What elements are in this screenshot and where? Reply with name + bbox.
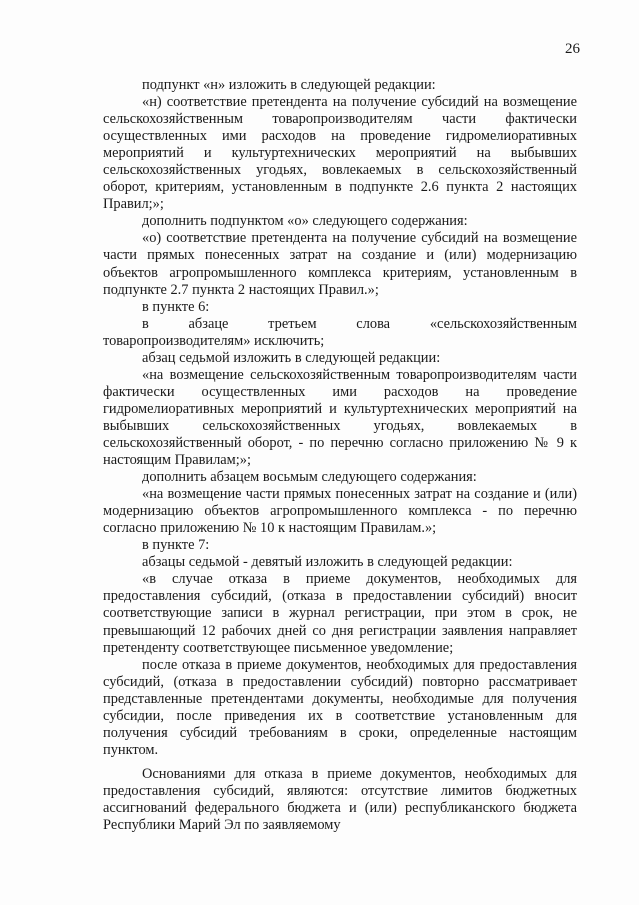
- paragraph: «н) соответствие претендента на получение субсидий на возмещение сельскохозяйственным товаропроизводителям части фактически осуществленных ими расходов на проведение гидромелиоративных мероприятий и культуртехнических мероприятий на выбывших сельскохозяйственных угодьях, вовлекаемых в сельскохозяйственный оборот, критериям, установленным в подпункте 2.6 пункта 2 настоящих Правил;»;: [103, 94, 577, 213]
- paragraph: после отказа в приеме документов, необходимых для предоставления субсидий, (отказа в предоставлении субсидий) повторно рассматривает представленные претендентами документы, необходимые для получения субсидии, после приведения их в соответствие установленным для получения субсидий требованиям в сроки, определенные настоящим пунктом.: [103, 656, 577, 758]
- paragraph: «в случае отказа в приеме документов, необходимых для предоставления субсидий, (отказа в предоставлении субсидий) вносит соответствующие записи в журнал регистрации, при этом в срок, не превышающий 12 рабочих дней со дня регистрации заявления направляет претенденту соответствующее письменное уведомление;: [103, 571, 577, 656]
- paragraph: Основаниями для отказа в приеме документов, необходимых для предоставления субсидий, являются: отсутствие лимитов бюджетных ассигнований федерального бюджета и (или) республиканского бюджета Республики Марий Эл по заявляемому: [103, 765, 577, 834]
- paragraph: абзац седьмой изложить в следующей редакции:: [142, 349, 441, 366]
- paragraph: «о) соответствие претендента на получение субсидий на возмещение части прямых понесенных затрат на создание и (или) модернизацию объектов агропромышленного комплекса критериям, установленным в подпункте 2.7 пункта 2 настоящих Правил.»;: [103, 230, 577, 298]
- page-number: 26: [565, 41, 580, 57]
- paragraph: дополнить абзацем восьмым следующего содержания:: [142, 469, 477, 486]
- paragraph: «на возмещение части прямых понесенных затрат на создание и (или) модернизацию объектов агропромышленного комплекса - по перечню согласно приложению № 10 к настоящим Правилам.»;: [103, 486, 577, 537]
- paragraph: дополнить подпунктом «о» следующего содержания:: [142, 213, 468, 230]
- paragraph: в пункте 7:: [142, 537, 210, 554]
- document-body: [103, 77, 577, 834]
- paragraph: подпункт «н» изложить в следующей редакции:: [142, 77, 436, 93]
- paragraph: в пункте 6:: [142, 298, 210, 315]
- paragraph: в абзаце третьем слова «сельскохозяйственным товаропроизводителям» исключить;: [103, 315, 577, 349]
- paragraph: «на возмещение сельскохозяйственным товаропроизводителям части фактически осуществленных ими расходов на проведение гидромелиоративных мероприятий и культуртехнических мероприятий на выбывших сельскохозяйственных угодьях, вовлекаемых в сельскохозяйственный оборот, - по перечню согласно приложению № 9 к настоящим Правилам;»;: [103, 366, 577, 469]
- paragraph: абзацы седьмой - девятый изложить в следующей редакции:: [142, 554, 513, 571]
